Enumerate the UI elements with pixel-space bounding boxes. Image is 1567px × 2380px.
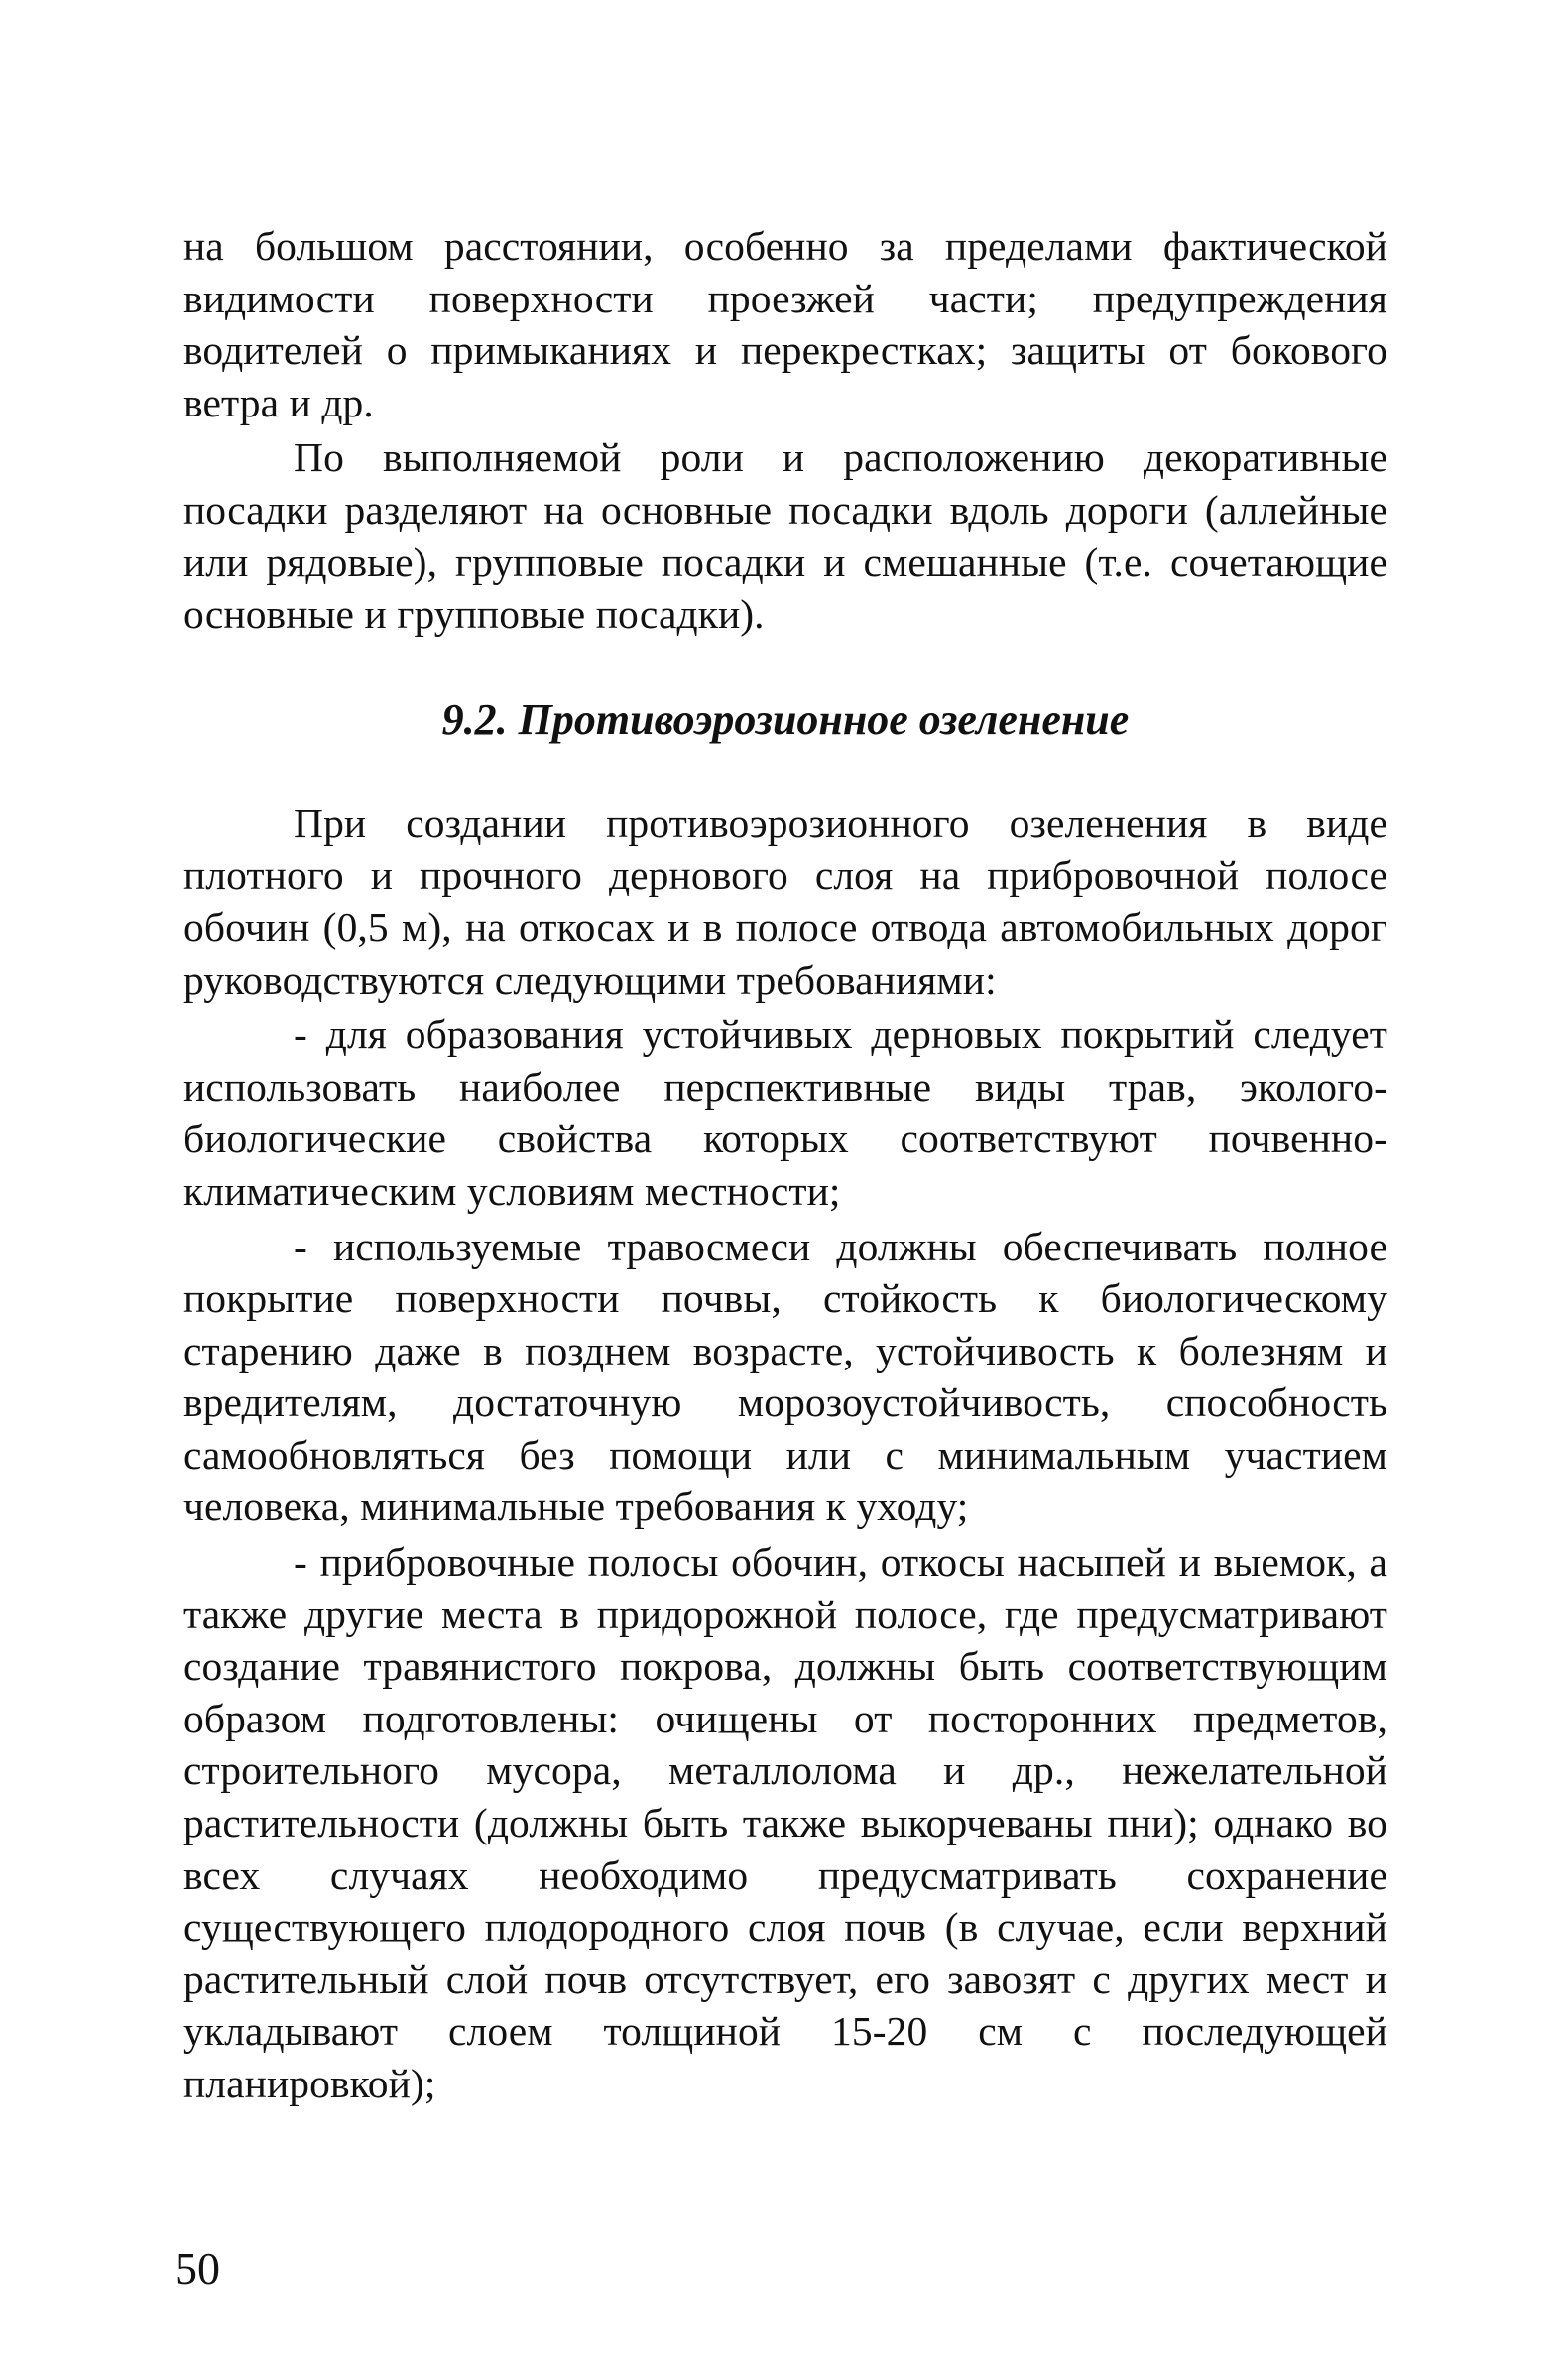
paragraph-decorative-plantings: По выполняемой роли и расположению декоративные посадки разделяют на основные посадки вдоль дороги (аллейные или рядовые), групповые посадки и смешанные (т.е. сочетающие основные и групповые посадки). [183, 434, 1387, 638]
paragraph-continuation: на большом расстоянии, особенно за пределами фактической видимости поверхности проезжей части; предупреждения водителей о примыканиях и перекрестках; защиты от бокового ветра и др. [183, 223, 1387, 425]
list-item-site-preparation: - прибровочные полосы обочин, откосы насыпей и выемок, а также другие места в придорожной полосе, где предусматривают создание травянистого покрова, должны быть соответствующим образом подготовлены: очищены от посторонних предметов, строительного мусора, металлолома и др., нежелательной растительности (должны быть также выкорчеваны пни); однако во всех случаях необходимо предусматривать сохранение существующего плодородного слоя почв (в случае, если верхний растительный слой почв отсутствует, его завозят с других мест и укладывают слоем толщиной 15-20 см с последующей планировкой); [183, 1539, 1387, 2106]
paragraph-requirements-intro: При создании противоэрозионного озеленения в виде плотного и прочного дернового слоя на прибровочной полосе обочин (0,5 м), на откосах и в полосе отвода автомобильных дорог руководствуются следующими требованиями: [183, 799, 1387, 1003]
page-content [183, 220, 1387, 2110]
list-item-grass-mixtures: - используемые травосмеси должны обеспечивать полное покрытие поверхности почвы, стойкость к биологическому старению даже в позднем возрасте, устойчивость к болезням и вредителям, достаточную морозоустойчивость, способность самообновляться без помощи или с минимальным участием человека, минимальные требования к уходу; [183, 1223, 1387, 1530]
page-number: 50 [175, 2243, 220, 2294]
list-item-grass-species: - для образования устойчивых дерновых покрытий следует использовать наиболее перспективные виды трав, эколого-биологические свойства которых соответствуют почвенно-климатическим условиям местности; [183, 1012, 1387, 1214]
section-heading: 9.2. Противоэрозионное озеленение [441, 694, 1130, 744]
